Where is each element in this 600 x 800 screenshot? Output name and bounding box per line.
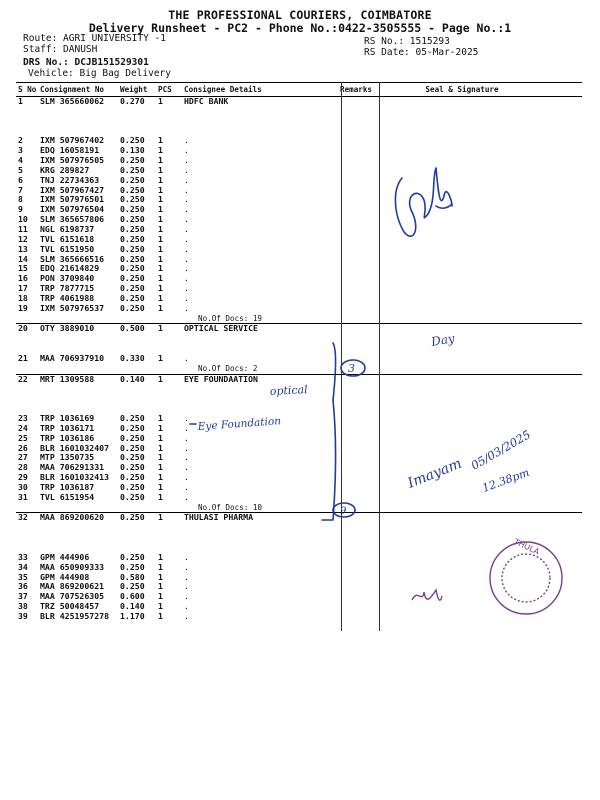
consignee-detail: . xyxy=(184,582,189,592)
consignment-cell: TVL 6151618 xyxy=(40,234,95,244)
consignee-detail: . xyxy=(184,234,189,244)
pcs-cell: 1 xyxy=(158,423,163,433)
consignment-cell: GPM 444908 xyxy=(40,572,90,582)
consignee-detail: . xyxy=(184,224,189,234)
sno-cell: 13 xyxy=(18,244,28,254)
weight-cell: 0.250 xyxy=(120,244,145,254)
consignment-cell: EDQ 16058191 xyxy=(40,146,100,156)
pcs-cell: 1 xyxy=(158,443,163,453)
weight-cell: 0.250 xyxy=(120,492,145,502)
sno-cell: 21 xyxy=(18,353,28,363)
pcs-cell: 1 xyxy=(158,254,163,264)
col-header-seal: Seal & Signature xyxy=(380,83,582,97)
sno-cell: 8 xyxy=(18,195,23,205)
hand-receiver-date: 05/03/2025 xyxy=(468,427,533,473)
pcs-cell: 1 xyxy=(158,414,163,423)
sno-cell: 10 xyxy=(18,215,28,225)
consignment-cell: IXM 507967427 xyxy=(40,185,105,195)
col-header-consignment: Consignment No xyxy=(38,83,118,97)
pcs-cell: 1 xyxy=(158,205,163,215)
sno-cell: 9 xyxy=(18,205,23,215)
pcs-cell: 1 xyxy=(158,602,163,612)
rs-number: RS No.: 1515293 xyxy=(364,36,450,47)
consignee-detail: . xyxy=(184,473,189,483)
pcs-cell: 1 xyxy=(158,303,163,313)
stamp-initials xyxy=(412,590,442,600)
consignment-cell: BLR 1601032407 xyxy=(40,443,110,453)
consignee-detail: . xyxy=(184,463,189,473)
route-label: Route: AGRI UNIVERSITY -1 xyxy=(23,33,166,44)
consignee-detail: . xyxy=(184,562,189,572)
consignment-cell: NGL 6198737 xyxy=(40,224,95,234)
weight-cell: 0.250 xyxy=(120,552,145,562)
sno-cell: 32 xyxy=(18,512,28,523)
col-header-pcs: PCS xyxy=(156,83,182,97)
weight-cell: 0.330 xyxy=(120,353,145,363)
consignee-detail: . xyxy=(184,572,189,582)
weight-cell: 0.250 xyxy=(120,234,145,244)
consignee-detail: . xyxy=(184,552,189,562)
consignee-detail: . xyxy=(184,602,189,612)
pcs-cell: 1 xyxy=(158,136,163,146)
pcs-cell: 1 xyxy=(158,552,163,562)
weight-cell: 0.140 xyxy=(120,602,145,612)
consignment-cell: TRP 1036169 xyxy=(40,414,95,423)
consignment-cell: SLM 365660062 xyxy=(40,96,105,106)
drs-number: DRS No.: DCJB151529301 xyxy=(23,57,149,68)
sno-cell: 27 xyxy=(18,453,28,463)
pcs-cell: 1 xyxy=(158,96,163,106)
weight-cell: 0.250 xyxy=(120,473,145,483)
weight-cell: 1.170 xyxy=(120,611,145,621)
consignment-cell: TVL 6151950 xyxy=(40,244,95,254)
sno-cell: 3 xyxy=(18,146,23,156)
pcs-cell: 1 xyxy=(158,175,163,185)
weight-cell: 0.250 xyxy=(120,215,145,225)
consignee-detail: . xyxy=(184,244,189,254)
consignment-cell: MAA 707526305 xyxy=(40,592,105,602)
rs-date: RS Date: 05-Mar-2025 xyxy=(364,47,479,58)
consignee-detail: . xyxy=(184,303,189,313)
hand-optical: optical xyxy=(269,383,308,398)
consignee-detail: . xyxy=(184,195,189,205)
weight-cell: 0.500 xyxy=(120,323,145,334)
consignee-detail: . xyxy=(184,611,189,621)
weight-cell: 0.130 xyxy=(120,146,145,156)
hand-receiver-name: Imayam xyxy=(405,455,465,492)
weight-cell: 0.250 xyxy=(120,303,145,313)
sno-cell: 18 xyxy=(18,293,28,303)
weight-cell: 0.580 xyxy=(120,572,145,582)
weight-cell: 0.250 xyxy=(120,175,145,185)
hand-day: Day xyxy=(430,331,456,349)
consignment-cell: TRP 1036171 xyxy=(40,423,95,433)
weight-cell: 0.250 xyxy=(120,136,145,146)
weight-cell: 0.250 xyxy=(120,254,145,264)
bracket-optical xyxy=(333,343,336,400)
weight-cell: 0.270 xyxy=(120,96,145,106)
sno-cell: 12 xyxy=(18,234,28,244)
consignment-cell: TRP 4061988 xyxy=(40,293,95,303)
pcs-cell: 1 xyxy=(158,433,163,443)
weight-cell: 0.250 xyxy=(120,274,145,284)
weight-cell: 0.140 xyxy=(120,374,145,384)
pcs-cell: 1 xyxy=(158,215,163,225)
consignee-detail: . xyxy=(184,293,189,303)
pcs-cell: 1 xyxy=(158,293,163,303)
consignment-cell: TRP 1036187 xyxy=(40,482,95,492)
sno-cell: 19 xyxy=(18,303,28,313)
pcs-cell: 1 xyxy=(158,284,163,294)
col-header-sno: S No xyxy=(16,83,38,97)
consignee-detail: . xyxy=(184,592,189,602)
sno-cell: 31 xyxy=(18,492,28,502)
sno-cell: 22 xyxy=(18,374,28,384)
pcs-cell: 1 xyxy=(158,234,163,244)
sno-cell: 14 xyxy=(18,254,28,264)
sno-cell: 1 xyxy=(18,96,23,106)
consignment-cell: OTY 3889010 xyxy=(40,323,95,334)
sno-cell: 28 xyxy=(18,463,28,473)
signature-scribble xyxy=(395,168,452,236)
consignment-cell: IXM 507976504 xyxy=(40,205,105,215)
consignee-detail: . xyxy=(184,165,189,175)
weight-cell: 0.250 xyxy=(120,463,145,473)
pcs-cell: 1 xyxy=(158,165,163,175)
sno-cell: 36 xyxy=(18,582,28,592)
sno-cell: 39 xyxy=(18,611,28,621)
consignment-cell: TVL 6151954 xyxy=(40,492,95,502)
sno-cell: 33 xyxy=(18,552,28,562)
consignee-detail: . xyxy=(184,215,189,225)
pcs-cell: 1 xyxy=(158,582,163,592)
consignment-cell: TNJ 22734363 xyxy=(40,175,100,185)
pcs-cell: 1 xyxy=(158,274,163,284)
weight-cell: 0.250 xyxy=(120,423,145,433)
vehicle-label: Vehicle: Big Bag Delivery xyxy=(28,68,171,79)
pcs-cell: 1 xyxy=(158,195,163,205)
consignment-cell: MAA 650909333 xyxy=(40,562,105,572)
sno-cell: 25 xyxy=(18,433,28,443)
weight-cell: 0.250 xyxy=(120,185,145,195)
consignee-detail: . xyxy=(184,254,189,264)
consignment-cell: MAA 706291331 xyxy=(40,463,105,473)
consignee-detail: . xyxy=(184,264,189,274)
sno-cell: 23 xyxy=(18,414,28,423)
consignee-detail: . xyxy=(184,453,189,463)
weight-cell: 0.250 xyxy=(120,482,145,492)
consignment-cell: MAA 869200621 xyxy=(40,582,105,592)
consignee-name: HDFC BANK xyxy=(184,96,229,106)
sno-cell: 37 xyxy=(18,592,28,602)
hand-count-9: 9 xyxy=(340,506,347,517)
pcs-cell: 1 xyxy=(158,492,163,502)
weight-cell: 0.250 xyxy=(120,264,145,274)
consignee-detail: . xyxy=(184,492,189,502)
weight-cell: 0.250 xyxy=(120,512,145,523)
pcs-cell: 1 xyxy=(158,185,163,195)
pcs-cell: 1 xyxy=(158,453,163,463)
sno-cell: 11 xyxy=(18,224,28,234)
col-header-weight: Weight xyxy=(118,83,156,97)
consignment-cell: EDQ 21614829 xyxy=(40,264,100,274)
pcs-cell: 1 xyxy=(158,146,163,156)
weight-cell: 0.250 xyxy=(120,293,145,303)
weight-cell: 0.250 xyxy=(120,414,145,423)
sno-cell: 35 xyxy=(18,572,28,582)
pcs-cell: 1 xyxy=(158,156,163,166)
weight-cell: 0.250 xyxy=(120,224,145,234)
sno-cell: 38 xyxy=(18,602,28,612)
pcs-cell: 1 xyxy=(158,463,163,473)
consignee-detail: . xyxy=(184,146,189,156)
consignee-detail: . xyxy=(184,433,189,443)
consignment-cell: TRP 7877715 xyxy=(40,284,95,294)
sno-cell: 15 xyxy=(18,264,28,274)
consignment-cell: IXM 507976501 xyxy=(40,195,105,205)
weight-cell: 0.250 xyxy=(120,156,145,166)
consignment-cell: MAA 869200620 xyxy=(40,512,105,523)
weight-cell: 0.600 xyxy=(120,592,145,602)
pcs-cell: 1 xyxy=(158,562,163,572)
hand-receiver-time: 12.38pm xyxy=(480,465,532,495)
hand-eye-foundation: Eye Foundation xyxy=(197,415,282,433)
docs-count: No.Of Docs: 2 xyxy=(182,364,338,374)
weight-cell: 0.250 xyxy=(120,195,145,205)
pcs-cell: 1 xyxy=(158,353,163,363)
pharmacy-stamp xyxy=(412,537,562,614)
consignee-name: EYE FOUNDAATION xyxy=(184,374,258,384)
consignee-detail: . xyxy=(184,284,189,294)
consignment-cell: PON 3709840 xyxy=(40,274,95,284)
pcs-cell: 1 xyxy=(158,512,163,523)
consignment-cell: MAA 706937910 xyxy=(40,353,105,363)
sno-cell: 4 xyxy=(18,156,23,166)
consignee-detail: . xyxy=(184,175,189,185)
consignment-cell: SLM 365666516 xyxy=(40,254,105,264)
weight-cell: 0.250 xyxy=(120,284,145,294)
pcs-cell: 1 xyxy=(158,244,163,254)
consignee-detail: . xyxy=(184,353,189,363)
consignment-cell: MTP 1350735 xyxy=(40,453,95,463)
hand-count-3: 3 xyxy=(348,362,355,375)
consignee-detail: . xyxy=(184,274,189,284)
weight-cell: 0.250 xyxy=(120,165,145,175)
docs-count: No.Of Docs: 19 xyxy=(182,314,338,324)
sno-cell: 30 xyxy=(18,482,28,492)
stamp-text: THULA xyxy=(512,537,541,557)
pcs-cell: 1 xyxy=(158,374,163,384)
consignee-detail: . xyxy=(184,136,189,146)
staff-label: Staff: DANUSH xyxy=(23,44,98,55)
consignee-detail: . xyxy=(184,482,189,492)
pcs-cell: 1 xyxy=(158,572,163,582)
col-header-remarks: Remarks xyxy=(338,83,380,97)
docs-count: No.Of Docs: 10 xyxy=(182,503,338,513)
sno-cell: 24 xyxy=(18,423,28,433)
sno-cell: 6 xyxy=(18,175,23,185)
weight-cell: 0.250 xyxy=(120,205,145,215)
company-name: THE PROFESSIONAL COURIERS, COIMBATORE xyxy=(168,8,432,22)
consignment-cell: BLR 1601032413 xyxy=(40,473,110,483)
pcs-cell: 1 xyxy=(158,323,163,334)
consignment-cell: SLM 365657806 xyxy=(40,215,105,225)
consignment-cell: TRZ 50048457 xyxy=(40,602,100,612)
weight-cell: 0.250 xyxy=(120,433,145,443)
consignment-cell: IXM 507967402 xyxy=(40,136,105,146)
col-header-consignee: Consignee Details xyxy=(182,83,338,97)
sno-cell: 29 xyxy=(18,473,28,483)
sno-cell: 20 xyxy=(18,323,28,334)
weight-cell: 0.250 xyxy=(120,453,145,463)
consignee-detail: . xyxy=(184,185,189,195)
consignment-cell: MRT 1309588 xyxy=(40,374,95,384)
consignment-cell: TRP 1036186 xyxy=(40,433,95,443)
consignment-cell: IXM 507976537 xyxy=(40,303,105,313)
consignee-detail: . xyxy=(184,205,189,215)
weight-cell: 0.250 xyxy=(120,443,145,453)
pcs-cell: 1 xyxy=(158,224,163,234)
consignee-detail: . xyxy=(184,443,189,453)
signature-tail xyxy=(436,204,452,208)
sno-cell: 16 xyxy=(18,274,28,284)
sno-cell: 7 xyxy=(18,185,23,195)
weight-cell: 0.250 xyxy=(120,582,145,592)
pcs-cell: 1 xyxy=(158,482,163,492)
weight-cell: 0.250 xyxy=(120,562,145,572)
sno-cell: 34 xyxy=(18,562,28,572)
consignee-name: OPTICAL SERVICE xyxy=(184,323,258,334)
consignment-cell: IXM 507976505 xyxy=(40,156,105,166)
consignee-detail: . xyxy=(184,156,189,166)
consignment-cell: BLR 4251957278 xyxy=(40,611,110,621)
consignee-detail: . xyxy=(184,423,189,433)
consignment-cell: GPM 444906 xyxy=(40,552,90,562)
pcs-cell: 1 xyxy=(158,592,163,602)
sno-cell: 2 xyxy=(18,136,23,146)
sno-cell: 5 xyxy=(18,165,23,175)
consignee-name: THULASI PHARMA xyxy=(184,512,254,523)
pcs-cell: 1 xyxy=(158,473,163,483)
sno-cell: 26 xyxy=(18,443,28,453)
consignment-cell: KRG 289827 xyxy=(40,165,90,175)
bracket-eye xyxy=(322,400,336,520)
consignee-detail: . xyxy=(184,414,189,423)
runsheet-title: Delivery Runsheet - PC2 - Phone No.:0422-3505555 - Page No.:1 xyxy=(88,21,512,35)
pcs-cell: 1 xyxy=(158,264,163,274)
pcs-cell: 1 xyxy=(158,611,163,621)
sno-cell: 17 xyxy=(18,284,28,294)
